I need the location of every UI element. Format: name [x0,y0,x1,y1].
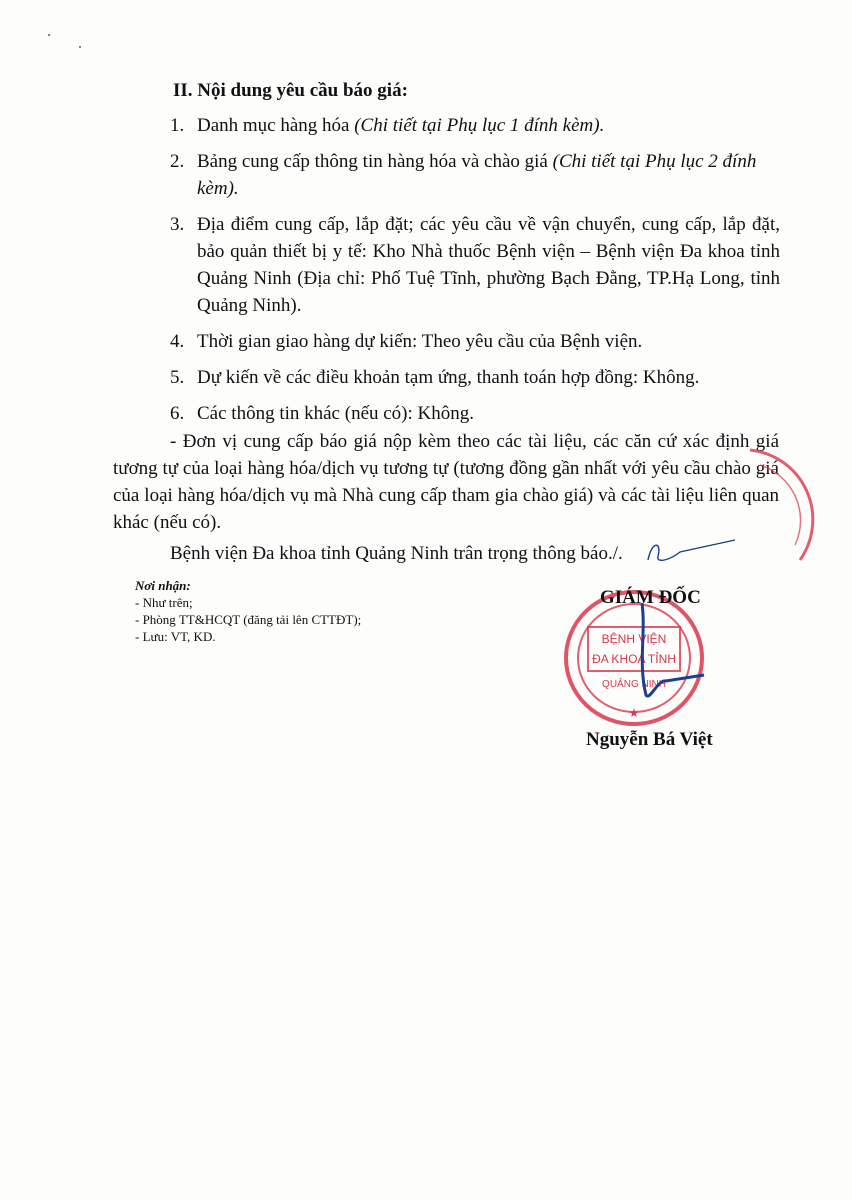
signer-title: GIÁM ĐỐC [600,587,701,608]
item-text: Thời gian giao hàng dự kiến: Theo yêu cầu của Bệnh viện. [197,331,643,352]
requirements-list [170,112,780,436]
recipient-line: - Phòng TT&HCQT (đăng tải lên CTTĐT); [135,612,362,627]
scan-speck [79,46,81,48]
item-number: 6. [170,403,185,424]
item-text: Danh mục hàng hóa [197,115,355,136]
documents-paragraph: - Đơn vị cung cấp báo giá nộp kèm theo các tài liệu, các căn cứ xác định giá tương tự của loại hàng hóa/dịch vụ tương tự (tương đồng gần nhất với yêu cầu chào giá của loại hàng hóa/dịch vụ mà Nhà cung cấp tham gia chào giá) và các tài liệu liên quan khác (nếu có). [113,431,779,533]
item-number: 3. [170,214,185,235]
stamp-fragment [740,440,820,580]
list-item [170,364,780,391]
svg-text:★: ★ [628,706,640,720]
recipient-line: - Như trên; [135,595,193,610]
item-text: Dự kiến về các điều khoản tạm ứng, thanh toán hợp đồng: Không. [197,367,700,388]
item-text: Các thông tin khác (nếu có): Không. [197,403,475,424]
item-number: 4. [170,331,185,352]
recipients-block [135,577,361,645]
stamp-text-line: QUẢNG NINH [602,679,666,690]
list-item [170,148,780,202]
item-text: Địa điểm cung cấp, lắp đặt; các yêu cầu về vận chuyển, cung cấp, lắp đặt, bảo quản thiết bị y tế: Kho Nhà thuốc Bệnh viện – Bệnh viện Đa khoa tỉnh Quảng Ninh (Địa chỉ: Phố Tuệ Tĩnh, phường Bạch Đằng, TP.Hạ Long, tỉnh Quảng Ninh). [197,214,780,316]
recipients-title: Nơi nhận: [135,578,191,593]
item-text: Bảng cung cấp thông tin hàng hóa và chào giá [197,151,553,172]
list-item [170,211,780,319]
item-number: 5. [170,367,185,388]
initial-scribble [640,530,740,570]
item-number: 1. [170,115,185,136]
list-item [170,112,780,139]
item-number: 2. [170,151,185,172]
signer-name: Nguyễn Bá Việt [586,729,713,750]
item-note: (Chi tiết tại Phụ lục 1 đính kèm). [354,115,605,136]
section-heading: II. Nội dung yêu cầu báo giá: [173,80,408,101]
scan-speck [48,34,50,36]
closing-line: Bệnh viện Đa khoa tỉnh Quảng Ninh trân trọng thông báo./. [170,543,623,564]
recipient-line: - Lưu: VT, KD. [135,629,216,644]
list-item [170,328,780,355]
stamp-text-line: ĐA KHOA TỈNH [592,652,676,666]
stamp-text-line: BỆNH VIỆN [601,632,667,646]
item-note: (Chi tiết tại Phụ lục 2 đính kèm). [197,151,757,199]
list-item [170,400,780,427]
